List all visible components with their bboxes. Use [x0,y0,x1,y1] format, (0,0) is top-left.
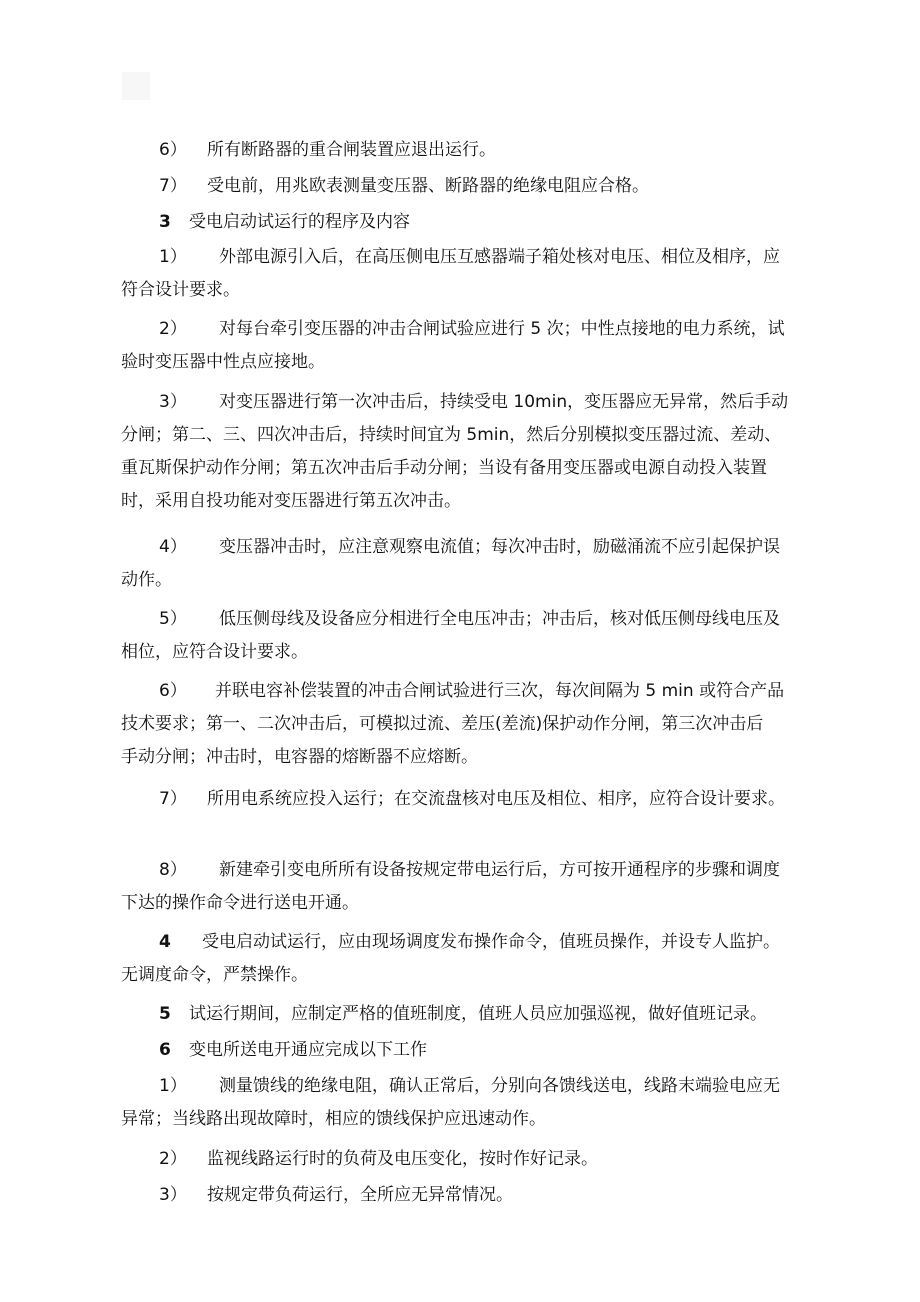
item-number: 3） [159,392,187,412]
item-number: 8） [159,860,187,880]
paragraph-text: 并联电容补偿装置的冲击合闸试验进行三次，每次间隔为 5 min 或符合产品 [215,681,785,701]
paragraph-item-3b [121,1179,833,1212]
paragraph-text: 试运行期间，应制定严格的值班制度，值班人员应加强巡视，做好值班记录。 [189,1004,767,1024]
paragraph-item-6 [121,134,833,167]
paragraph-text: 变压器冲击时，应注意观察电流值；每次冲击时，励磁涌流不应引起保护误 [219,537,780,557]
paragraph-item-4 [121,531,833,597]
paragraph-item-1b [121,1070,833,1136]
paragraph-text: 外部电源引入后，在高压侧电压互感器端子箱处核对电压、相位及相序，应 [219,247,780,267]
paragraph-item-2b [121,1143,833,1176]
paragraph-item-8 [121,854,833,920]
item-number: 6） [159,681,187,701]
page-corner-mark [122,72,150,100]
paragraph-item-3 [121,386,833,518]
section-heading-5 [121,998,833,1031]
item-number: 4） [159,537,187,557]
paragraph-text: 对每台牵引变压器的冲击合闸试验应进行 5 次；中性点接地的电力系统，试 [219,319,785,339]
section-heading-4 [121,926,833,992]
item-number: 5） [159,609,187,629]
paragraph-text: 对变压器进行第一次冲击后，持续受电 10min，变压器应无异常，然后手动 [219,392,789,412]
section-heading-6 [121,1034,833,1067]
paragraph-text: 所有断路器的重合闸装置应退出运行。 [207,140,496,160]
section-number: 3 [159,212,171,232]
item-number: 1） [159,1076,187,1096]
paragraph-continuation: 动作。 [121,570,172,590]
paragraph-continuation: 符合设计要求。 [121,280,240,300]
paragraph-item-1 [121,241,833,307]
paragraph-item-7b [121,783,833,816]
paragraph-continuation: 验时变压器中性点应接地。 [121,352,325,372]
item-number: 7） [159,176,187,196]
item-number: 2） [159,319,187,339]
section-title: 受电启动试运行的程序及内容 [189,212,410,232]
paragraph-continuation: 无调度命令，严禁操作。 [121,965,308,985]
paragraph-continuation: 手动分闸；冲击时，电容器的熔断器不应熔断。 [121,747,478,767]
paragraph-continuation: 相位，应符合设计要求。 [121,642,308,662]
paragraph-text: 受电启动试运行，应由现场调度发布操作命令，值班员操作，并设专人监护。 [202,932,780,952]
paragraph-continuation: 时，采用自投功能对变压器进行第五次冲击。 [121,491,461,511]
paragraph-text: 所用电系统应投入运行；在交流盘核对电压及相位、相序，应符合设计要求。 [207,789,785,809]
section-number: 4 [159,932,171,952]
paragraph-item-2 [121,313,833,379]
item-number: 3） [159,1185,187,1205]
paragraph-item-5 [121,603,833,669]
section-number: 5 [159,1004,171,1024]
paragraph-text: 监视线路运行时的负荷及电压变化，按时作好记录。 [207,1149,598,1169]
paragraph-text: 低压侧母线及设备应分相进行全电压冲击；冲击后，核对低压侧母线电压及 [219,609,780,629]
paragraph-text: 测量馈线的绝缘电阻，确认正常后，分别向各馈线送电，线路末端验电应无 [219,1076,780,1096]
paragraph-text: 受电前，用兆欧表测量变压器、断路器的绝缘电阻应合格。 [207,176,649,196]
item-number: 2） [159,1149,187,1169]
paragraph-continuation: 下达的操作命令进行送电开通。 [121,893,359,913]
paragraph-text: 新建牵引变电所所有设备按规定带电运行后，方可按开通程序的步骤和调度 [219,860,780,880]
paragraph-item-6b [121,675,833,774]
paragraph-continuation: 技术要求；第一、二次冲击后，可模拟过流、差压(差流)保护动作分闸，第三次冲击后 [121,714,764,734]
item-number: 7） [159,789,187,809]
section-title: 变电所送电开通应完成以下工作 [189,1040,427,1060]
section-number: 6 [159,1040,171,1060]
paragraph-item-7 [121,170,833,203]
paragraph-text: 按规定带负荷运行，全所应无异常情况。 [207,1185,513,1205]
paragraph-continuation: 分闸；第二、三、四次冲击后，持续时间宜为 5min，然后分别模拟变压器过流、差动、 [121,425,782,445]
item-number: 1） [159,247,187,267]
section-heading-3 [121,206,833,239]
item-number: 6） [159,140,187,160]
paragraph-continuation: 异常；当线路出现故障时，相应的馈线保护应迅速动作。 [121,1109,546,1129]
paragraph-continuation: 重瓦斯保护动作分闸；第五次冲击后手动分闸；当设有备用变压器或电源自动投入装置 [121,458,767,478]
